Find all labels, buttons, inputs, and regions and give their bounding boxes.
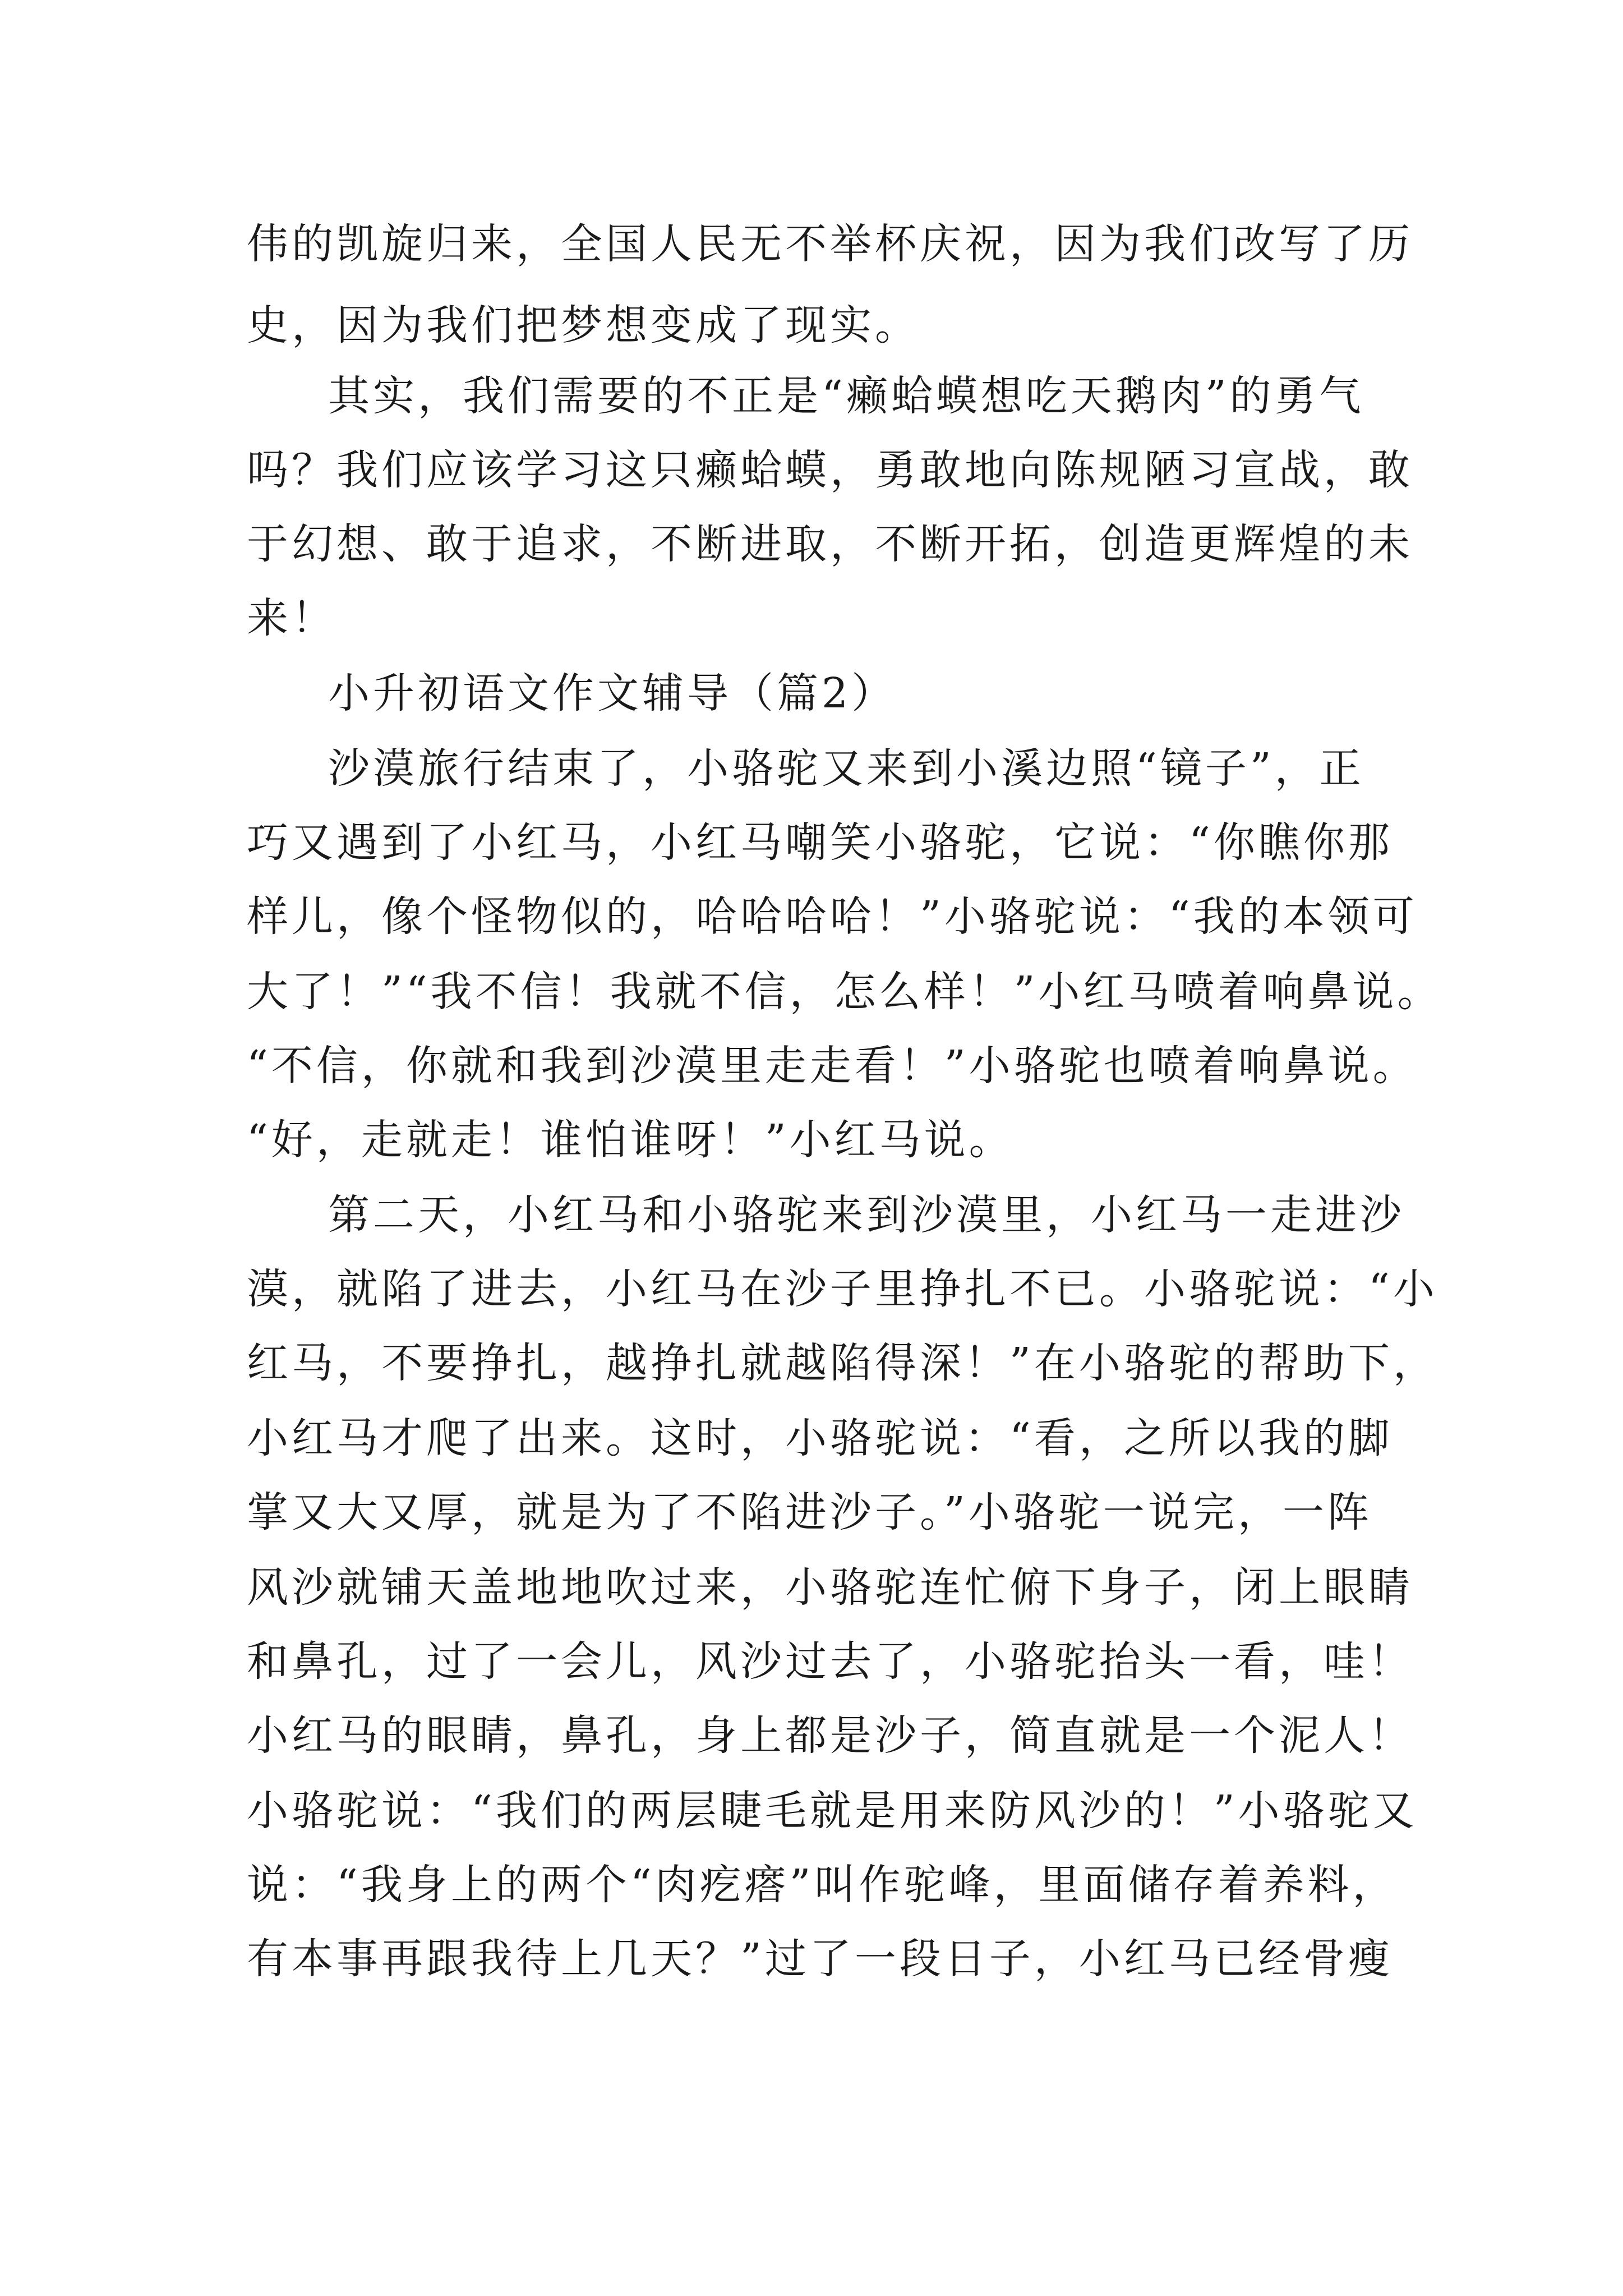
text-line: 漠，就陷了进去，小红马在沙子里挣扎不已。小骆驼说：“小 xyxy=(247,1265,1438,1313)
text-line: 史，因为我们把梦想变成了现实。 xyxy=(247,301,920,349)
text-line: 来！ xyxy=(247,594,336,642)
text-line: 大了！”“我不信！我就不信，怎么样！”小红马喷着响鼻说。 xyxy=(247,968,1442,1016)
text-line: 吗？我们应该学习这只癞蛤蟆，勇敢地向陈规陋习宣战，敢 xyxy=(247,446,1413,494)
text-line: 巧又遇到了小红马，小红马嘲笑小骆驼，它说：“你瞧你那 xyxy=(247,818,1393,867)
text-line: 小骆驼说：“我们的两层睫毛就是用来防风沙的！”小骆驼又 xyxy=(247,1787,1418,1835)
text-line: 和鼻孔，过了一会儿，风沙过去了，小骆驼抬头一看，哇！ xyxy=(247,1637,1413,1686)
text-line: 说：“我身上的两个“肉疙瘩”叫作驼峰，里面储存着养料， xyxy=(247,1861,1398,1909)
text-line: 掌又大又厚，就是为了不陷进沙子。”小骆驼一说完，一阵 xyxy=(247,1488,1372,1536)
text-line: 样儿，像个怪物似的，哈哈哈哈！”小骆驼说：“我的本领可 xyxy=(247,892,1418,941)
section-heading: 小升初语文作文辅导（篇2） xyxy=(328,669,897,717)
text-line: 伟的凯旋归来，全国人民无不举杯庆祝，因为我们改写了历 xyxy=(247,220,1413,268)
text-line: 有本事再跟我待上几天？”过了一段日子，小红马已经骨瘦 xyxy=(247,1935,1393,1983)
text-line: 红马，不要挣扎，越挣扎就越陷得深！”在小骆驼的帮助下， xyxy=(247,1339,1438,1387)
paragraph-start-line: 沙漠旅行结束了，小骆驼又来到小溪边照“镜子”，正 xyxy=(328,744,1364,793)
paragraph-start-line: 其实，我们需要的不正是“癞蛤蟆想吃天鹅肉”的勇气 xyxy=(328,372,1364,420)
text-line: 于幻想、敢于追求，不断进取，不断开拓，创造更辉煌的未 xyxy=(247,520,1413,568)
text-line: 小红马的眼睛，鼻孔，身上都是沙子，简直就是一个泥人！ xyxy=(247,1711,1413,1760)
text-line: 小红马才爬了出来。这时，小骆驼说：“看，之所以我的脚 xyxy=(247,1414,1393,1462)
paragraph-start-line: 第二天，小红马和小骆驼来到沙漠里，小红马一走进沙 xyxy=(328,1191,1405,1239)
text-line: “好，走就走！谁怕谁呀！”小红马说。 xyxy=(247,1116,1014,1164)
text-line: 风沙就铺天盖地地吹过来，小骆驼连忙俯下身子，闭上眼睛 xyxy=(247,1563,1413,1612)
text-line: “不信，你就和我到沙漠里走走看！”小骆驼也喷着响鼻说。 xyxy=(247,1042,1418,1090)
